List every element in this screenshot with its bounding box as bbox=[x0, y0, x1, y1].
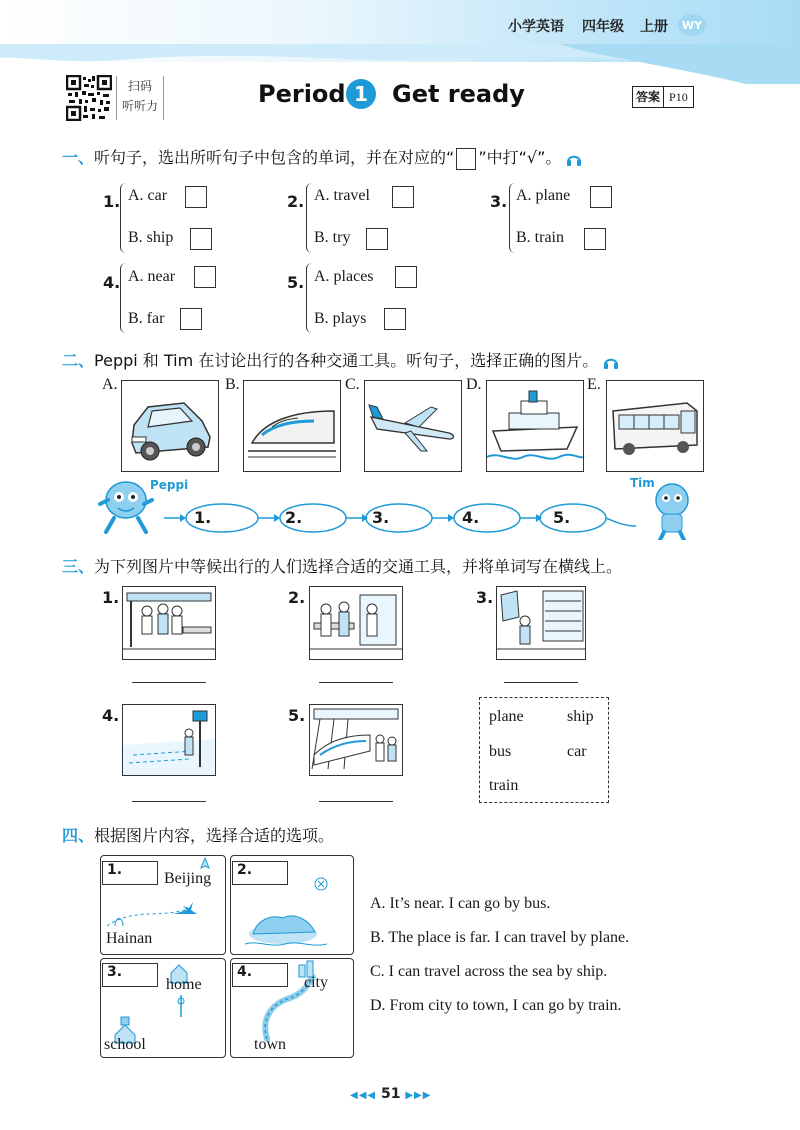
p1-q3-option-a: A. plane bbox=[516, 187, 571, 204]
p4-map1-top-label: Beijing bbox=[164, 870, 212, 887]
p1-q5-option-a: A. places bbox=[314, 268, 374, 285]
p3-picture-5 bbox=[309, 704, 403, 776]
p4-number-box-1[interactable]: 1. bbox=[102, 861, 158, 885]
word-bank-item: bus bbox=[489, 743, 512, 760]
part1-text-a: 听句子，选出所听句子中包含的单词，并在对应的“ bbox=[94, 148, 455, 167]
p1-q5-checkbox-b[interactable] bbox=[384, 308, 406, 330]
p2-slot-3[interactable]: 3. bbox=[372, 508, 390, 527]
p1-q3-checkbox-a[interactable] bbox=[590, 186, 612, 208]
p3-q4-number: 4. bbox=[102, 706, 120, 725]
prev-arrows-icon: ◀◀◀ bbox=[350, 1090, 377, 1101]
p1-q4-option-a: A. near bbox=[128, 268, 176, 285]
scan-line1: 扫码 bbox=[127, 79, 152, 93]
train-icon bbox=[244, 381, 340, 471]
waiting-port-icon bbox=[497, 587, 585, 659]
example-box-icon bbox=[456, 148, 476, 170]
page-title-period: Period bbox=[258, 80, 346, 108]
p4-choice-a: A. It’s near. I can go by bus. bbox=[370, 895, 551, 912]
part2-text: Peppi 和 Tim 在讨论出行的各种交通工具。听句子，选择正确的图片。 bbox=[94, 351, 599, 370]
p1-q4-option-b: B. far bbox=[128, 310, 165, 327]
p4-choice-c: C. I can travel across the sea by ship. bbox=[370, 963, 608, 980]
p1-q4-number: 4. bbox=[103, 273, 121, 292]
p2-slot-1[interactable]: 1. bbox=[194, 508, 212, 527]
word-bank-item: train bbox=[489, 777, 519, 794]
p2-letter-a: A. bbox=[102, 376, 118, 393]
waiting-airport-icon bbox=[310, 587, 402, 659]
page-footer bbox=[350, 1086, 431, 1102]
answer-reference bbox=[632, 86, 694, 108]
part3-instruction bbox=[62, 554, 622, 577]
p1-q2-option-b: B. try bbox=[314, 229, 351, 246]
waiting-roadside-icon bbox=[123, 705, 215, 775]
p4-map1-bottom-label: Hainan bbox=[106, 930, 153, 947]
tim-label: Tim bbox=[630, 476, 655, 490]
edition-badge: WY bbox=[678, 14, 706, 36]
p3-q1-number: 1. bbox=[102, 588, 120, 607]
p1-q1-checkbox-a[interactable] bbox=[185, 186, 207, 208]
p2-picture-d[interactable] bbox=[486, 380, 584, 472]
scan-to-listen-label bbox=[116, 76, 164, 120]
p3-blank-2[interactable] bbox=[319, 682, 393, 683]
waiting-bus-stop-icon bbox=[123, 587, 215, 659]
p3-q3-number: 3. bbox=[476, 588, 494, 607]
p4-map4-top-label: city bbox=[304, 974, 328, 991]
p4-map3-top-label: home bbox=[166, 976, 202, 993]
p3-q2-number: 2. bbox=[288, 588, 306, 607]
next-arrows-icon: ▶▶▶ bbox=[405, 1090, 432, 1101]
p3-picture-1 bbox=[122, 586, 216, 660]
ship-icon bbox=[487, 381, 583, 471]
page-number: 51 bbox=[380, 1086, 401, 1102]
p4-map3-bottom-label: school bbox=[104, 1036, 146, 1053]
p2-slot-5[interactable]: 5. bbox=[553, 508, 571, 527]
plane-icon bbox=[365, 381, 461, 471]
part2-instruction bbox=[62, 348, 619, 371]
p2-slot-4[interactable]: 4. bbox=[462, 508, 480, 527]
p3-picture-2 bbox=[309, 586, 403, 660]
word-bank bbox=[479, 697, 609, 803]
p1-q5-option-b: B. plays bbox=[314, 310, 367, 327]
p2-picture-c[interactable] bbox=[364, 380, 462, 472]
header-grade: 四年级 bbox=[582, 19, 624, 35]
p1-q2-option-a: A. travel bbox=[314, 187, 370, 204]
p2-slot-2[interactable]: 2. bbox=[285, 508, 303, 527]
p1-q2-checkbox-a[interactable] bbox=[392, 186, 414, 208]
word-bank-item: plane bbox=[489, 708, 524, 725]
p3-picture-3 bbox=[496, 586, 586, 660]
part1-text-b: ”中打“√”。 bbox=[478, 148, 562, 167]
p3-blank-3[interactable] bbox=[504, 682, 578, 683]
p1-q3-checkbox-b[interactable] bbox=[584, 228, 606, 250]
p3-blank-1[interactable] bbox=[132, 682, 206, 683]
scan-line2: 听听力 bbox=[121, 99, 158, 113]
p1-q3-number: 3. bbox=[490, 192, 508, 211]
waiting-station-icon bbox=[310, 705, 402, 775]
p4-number-box-3[interactable]: 3. bbox=[102, 963, 158, 987]
headphones-icon[interactable] bbox=[566, 152, 582, 166]
p2-letter-b: B. bbox=[225, 376, 240, 393]
p1-q1-checkbox-b[interactable] bbox=[190, 228, 212, 250]
p2-picture-b[interactable] bbox=[243, 380, 341, 472]
p1-q1-option-b: B. ship bbox=[128, 229, 174, 246]
part2-number: 二、 bbox=[62, 351, 95, 370]
word-bank-item: car bbox=[567, 743, 587, 760]
p2-letter-e: E. bbox=[587, 376, 601, 393]
bus-icon bbox=[607, 381, 703, 471]
p1-q5-number: 5. bbox=[287, 273, 305, 292]
part4-instruction bbox=[62, 823, 334, 846]
part1-number: 一、 bbox=[62, 148, 95, 167]
p1-q3-option-b: B. train bbox=[516, 229, 564, 246]
part3-number: 三、 bbox=[62, 557, 95, 576]
p1-q5-checkbox-a[interactable] bbox=[395, 266, 417, 288]
part4-text: 根据图片内容，选择合适的选项。 bbox=[94, 826, 335, 845]
p3-blank-4[interactable] bbox=[132, 801, 206, 802]
p1-q4-checkbox-a[interactable] bbox=[194, 266, 216, 288]
p1-q4-checkbox-b[interactable] bbox=[180, 308, 202, 330]
p4-choice-d: D. From city to town, I can go by train. bbox=[370, 997, 622, 1014]
p1-q2-checkbox-b[interactable] bbox=[366, 228, 388, 250]
p3-picture-4 bbox=[122, 704, 216, 776]
word-bank-item: ship bbox=[567, 708, 594, 725]
p2-picture-a[interactable] bbox=[121, 380, 219, 472]
peppi-label: Peppi bbox=[150, 478, 189, 492]
p2-letter-c: C. bbox=[345, 376, 360, 393]
answer-page: P10 bbox=[669, 90, 688, 104]
header-volume: 上册 bbox=[640, 19, 668, 35]
qr-code-icon[interactable] bbox=[66, 75, 112, 121]
p1-q2-number: 2. bbox=[287, 192, 305, 211]
p2-letter-d: D. bbox=[466, 376, 482, 393]
part3-text: 为下列图片中等候出行的人们选择合适的交通工具，并将单词写在横线上。 bbox=[94, 557, 623, 576]
p1-q1-option-a: A. car bbox=[128, 187, 168, 204]
p3-blank-5[interactable] bbox=[319, 801, 393, 802]
car-icon bbox=[122, 381, 218, 471]
p1-q1-number: 1. bbox=[103, 192, 121, 211]
p4-map4-bottom-label: town bbox=[254, 1036, 286, 1053]
part4-number: 四、 bbox=[62, 826, 95, 845]
p4-choice-b: B. The place is far. I can travel by plane. bbox=[370, 929, 630, 946]
p4-number-box-2[interactable]: 2. bbox=[232, 861, 288, 885]
header-subject: 小学英语 bbox=[508, 19, 564, 35]
headphones-icon[interactable] bbox=[603, 355, 619, 369]
part1-instruction bbox=[62, 145, 582, 170]
page-title-topic: Get ready bbox=[392, 80, 525, 108]
p4-number-box-4[interactable]: 4. bbox=[232, 963, 288, 987]
period-number-badge: 1 bbox=[346, 79, 376, 109]
p2-picture-e[interactable] bbox=[606, 380, 704, 472]
p3-q5-number: 5. bbox=[288, 706, 306, 725]
answer-label: 答案 bbox=[633, 87, 664, 107]
